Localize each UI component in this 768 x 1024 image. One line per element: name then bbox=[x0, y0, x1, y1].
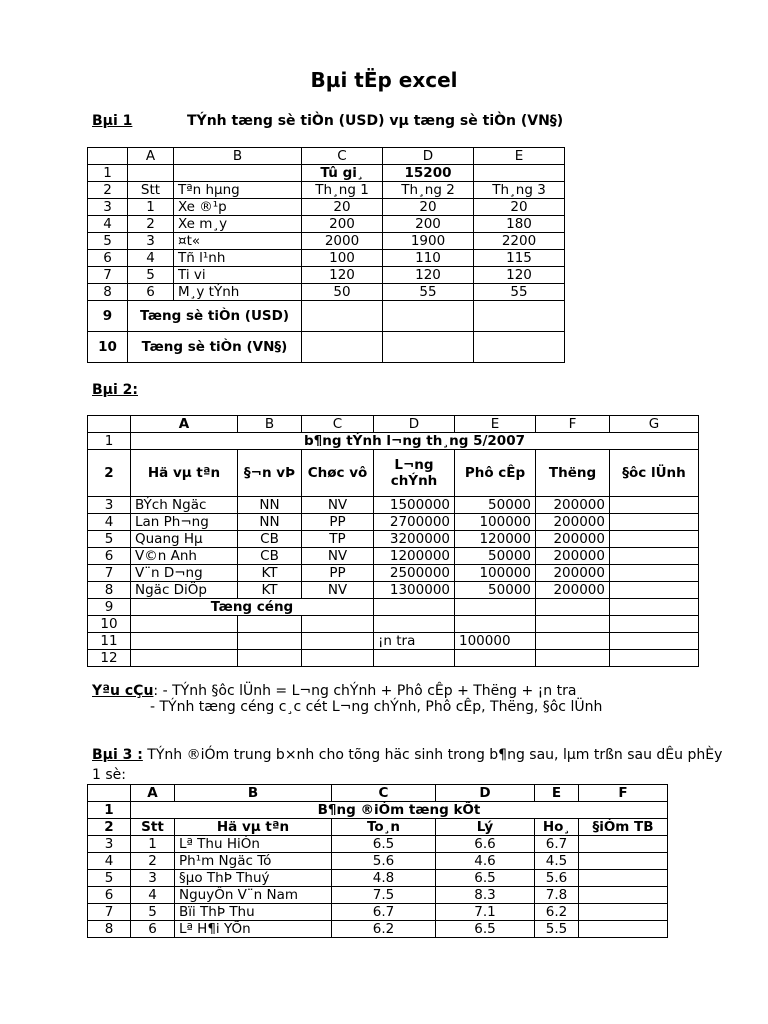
field-header: Lý bbox=[436, 819, 535, 836]
table-row bbox=[88, 250, 565, 267]
table-cell: 180 bbox=[474, 216, 565, 233]
requirement-label: Yªu cÇu bbox=[92, 683, 154, 699]
table-cell bbox=[536, 599, 610, 616]
table-cell: 1500000 bbox=[374, 497, 455, 514]
table-cell: NN bbox=[238, 497, 302, 514]
exercise-2-table bbox=[87, 415, 699, 667]
requirement-line-2: - TÝnh tæng céng c¸c cét L¬ng chÝnh, Phô cÊp, Thëng, §ôc lÜnh bbox=[150, 699, 603, 715]
table-row bbox=[88, 284, 565, 301]
table-cell bbox=[302, 616, 374, 633]
table-cell: Ph¹m Ngäc Tó bbox=[175, 853, 332, 870]
table-cell: NV bbox=[302, 582, 374, 599]
table-cell: 6.5 bbox=[436, 870, 535, 887]
table-cell: 1300000 bbox=[374, 582, 455, 599]
table-cell bbox=[302, 650, 374, 667]
document-title: Bµi tËp excel bbox=[310, 68, 458, 92]
exercise-3-label: Bµi 3 : bbox=[92, 747, 143, 763]
table-cell: Tªn hµng bbox=[174, 182, 302, 199]
row-number: 9 bbox=[88, 599, 131, 616]
table-title-row bbox=[88, 433, 699, 450]
table-cell: KT bbox=[238, 565, 302, 582]
row-number: 5 bbox=[88, 531, 131, 548]
table-cell: CB bbox=[238, 548, 302, 565]
table-cell bbox=[302, 301, 383, 332]
table-row bbox=[88, 633, 699, 650]
row-number: 9 bbox=[88, 301, 128, 332]
table-cell: 55 bbox=[383, 284, 474, 301]
table-cell: 15200 bbox=[383, 165, 474, 182]
table-cell: 4.8 bbox=[332, 870, 436, 887]
table-cell: 2 bbox=[128, 216, 174, 233]
table-cell bbox=[131, 633, 238, 650]
table-cell: Stt bbox=[128, 182, 174, 199]
table-row bbox=[88, 565, 699, 582]
table-cell: 50000 bbox=[455, 582, 536, 599]
table-cell bbox=[579, 904, 668, 921]
row-number: 11 bbox=[88, 633, 131, 650]
table-cell: 2500000 bbox=[374, 565, 455, 582]
field-header-row bbox=[88, 819, 668, 836]
row-number: 7 bbox=[88, 904, 131, 921]
column-header: A bbox=[128, 148, 174, 165]
table-cell: 100000 bbox=[455, 514, 536, 531]
row-number: 2 bbox=[88, 450, 131, 497]
table-cell: 7.5 bbox=[332, 887, 436, 904]
table-cell: ¤t« bbox=[174, 233, 302, 250]
table-cell: PP bbox=[302, 565, 374, 582]
table-cell: 120000 bbox=[455, 531, 536, 548]
table-cell: Ngäc DiÖp bbox=[131, 582, 238, 599]
column-header bbox=[88, 416, 131, 433]
column-header bbox=[88, 785, 131, 802]
field-header: §¬n vÞ bbox=[238, 450, 302, 497]
column-header: G bbox=[610, 416, 699, 433]
table-cell bbox=[610, 548, 699, 565]
field-header: §ôc lÜnh bbox=[610, 450, 699, 497]
table-cell bbox=[131, 616, 238, 633]
row-number: 7 bbox=[88, 267, 128, 284]
row-number: 10 bbox=[88, 616, 131, 633]
table-cell: 200 bbox=[302, 216, 383, 233]
table-cell: V¨n D¬ng bbox=[131, 565, 238, 582]
total-label: Tæng sè tiÒn (VN§) bbox=[128, 332, 302, 363]
table-cell: 3 bbox=[128, 233, 174, 250]
exercise-3-text: TÝnh ®iÓm trung b×nh cho tõng häc sinh trong b¶ng sau, lµm trßn sau dÊu phÈy 1 sè: bbox=[92, 747, 723, 783]
row-number: 6 bbox=[88, 887, 131, 904]
table-cell: 7.8 bbox=[535, 887, 579, 904]
row-number: 2 bbox=[88, 819, 131, 836]
row-number: 5 bbox=[88, 870, 131, 887]
table-cell: M¸y tÝnh bbox=[174, 284, 302, 301]
table-cell: 50000 bbox=[455, 548, 536, 565]
column-header: C bbox=[332, 785, 436, 802]
table-cell: 8.3 bbox=[436, 887, 535, 904]
table-cell bbox=[238, 616, 302, 633]
table-cell: 50 bbox=[302, 284, 383, 301]
table-row bbox=[88, 531, 699, 548]
table-cell: 6.7 bbox=[332, 904, 436, 921]
table-cell bbox=[174, 165, 302, 182]
table-title: B¶ng ®iÓm tæng kÕt bbox=[131, 802, 668, 819]
table-cell bbox=[455, 599, 536, 616]
total-label: Tæng céng bbox=[131, 599, 374, 616]
table-row bbox=[88, 870, 668, 887]
table-cell: 120 bbox=[474, 267, 565, 284]
table-cell bbox=[374, 650, 455, 667]
table-cell bbox=[455, 616, 536, 633]
column-header: D bbox=[374, 416, 455, 433]
table-cell: 100 bbox=[302, 250, 383, 267]
exercise-1-table bbox=[87, 147, 565, 363]
table-cell: 120 bbox=[302, 267, 383, 284]
table-cell: 1200000 bbox=[374, 548, 455, 565]
table-cell bbox=[610, 616, 699, 633]
field-header: Thëng bbox=[536, 450, 610, 497]
table-cell: 200000 bbox=[536, 514, 610, 531]
table-cell bbox=[610, 514, 699, 531]
table-cell: Th¸ng 3 bbox=[474, 182, 565, 199]
table-cell bbox=[238, 650, 302, 667]
column-header: A bbox=[131, 785, 175, 802]
table-cell: NN bbox=[238, 514, 302, 531]
row-number: 4 bbox=[88, 514, 131, 531]
row-number: 8 bbox=[88, 582, 131, 599]
table-cell: 1 bbox=[128, 199, 174, 216]
table-row bbox=[88, 548, 699, 565]
table-cell: 4.5 bbox=[535, 853, 579, 870]
table-cell: NV bbox=[302, 497, 374, 514]
table-cell: NguyÔn V¨n Nam bbox=[175, 887, 332, 904]
table-cell: Xe ®¹p bbox=[174, 199, 302, 216]
column-header: E bbox=[455, 416, 536, 433]
table-cell: Tñ l¹nh bbox=[174, 250, 302, 267]
row-number: 7 bbox=[88, 565, 131, 582]
table-row bbox=[88, 921, 668, 938]
field-header: Hä vµ tªn bbox=[175, 819, 332, 836]
table-cell: 200 bbox=[383, 216, 474, 233]
table-cell: 6.5 bbox=[332, 836, 436, 853]
table-cell bbox=[302, 332, 383, 363]
table-cell: 3 bbox=[131, 870, 175, 887]
table-row bbox=[88, 616, 699, 633]
column-header: D bbox=[436, 785, 535, 802]
table-cell: 6 bbox=[131, 921, 175, 938]
table-cell bbox=[302, 633, 374, 650]
row-number: 1 bbox=[88, 165, 128, 182]
table-cell bbox=[610, 531, 699, 548]
column-header: F bbox=[536, 416, 610, 433]
table-cell: 4 bbox=[128, 250, 174, 267]
table-cell: KT bbox=[238, 582, 302, 599]
table-cell: Th¸ng 2 bbox=[383, 182, 474, 199]
table-cell: 200000 bbox=[536, 497, 610, 514]
table-cell: Tû gi¸ bbox=[302, 165, 383, 182]
table-row bbox=[88, 853, 668, 870]
table-cell: 20 bbox=[302, 199, 383, 216]
column-header: B bbox=[175, 785, 332, 802]
total-row bbox=[88, 332, 565, 363]
column-header: B bbox=[238, 416, 302, 433]
table-row bbox=[88, 165, 565, 182]
table-cell: 200000 bbox=[536, 565, 610, 582]
column-header: B bbox=[174, 148, 302, 165]
exercise-1-text: TÝnh tæng sè tiÒn (USD) vµ tæng sè tiÒn (VN§) bbox=[187, 113, 564, 129]
table-row bbox=[88, 267, 565, 284]
table-cell bbox=[128, 165, 174, 182]
total-label: Tæng sè tiÒn (USD) bbox=[128, 301, 302, 332]
table-cell: 200000 bbox=[536, 548, 610, 565]
row-number: 3 bbox=[88, 199, 128, 216]
table-cell bbox=[579, 836, 668, 853]
table-row bbox=[88, 836, 668, 853]
table-cell: 6.5 bbox=[436, 921, 535, 938]
table-row bbox=[88, 199, 565, 216]
table-cell bbox=[474, 332, 565, 363]
table-cell: 4 bbox=[131, 887, 175, 904]
table-cell bbox=[579, 870, 668, 887]
table-cell bbox=[238, 633, 302, 650]
table-cell bbox=[536, 650, 610, 667]
table-row bbox=[88, 582, 699, 599]
table-cell: 5.6 bbox=[535, 870, 579, 887]
table-cell: 4.6 bbox=[436, 853, 535, 870]
table-cell: 1 bbox=[131, 836, 175, 853]
column-header-row bbox=[88, 416, 699, 433]
table-cell: 5 bbox=[131, 904, 175, 921]
table-cell bbox=[579, 853, 668, 870]
table-cell: 5 bbox=[128, 267, 174, 284]
column-header bbox=[88, 148, 128, 165]
table-row bbox=[88, 650, 699, 667]
table-cell: 3200000 bbox=[374, 531, 455, 548]
exercise-3-heading bbox=[92, 745, 732, 785]
table-cell bbox=[579, 887, 668, 904]
column-header: E bbox=[535, 785, 579, 802]
table-cell bbox=[610, 650, 699, 667]
table-cell bbox=[536, 633, 610, 650]
table-cell: 200000 bbox=[536, 531, 610, 548]
row-number: 1 bbox=[88, 433, 131, 450]
requirement-line-1 bbox=[92, 683, 576, 699]
table-cell bbox=[610, 633, 699, 650]
column-header: D bbox=[383, 148, 474, 165]
field-header: L¬ng chÝnh bbox=[374, 450, 455, 497]
table-cell: PP bbox=[302, 514, 374, 531]
field-header: Phô cÊp bbox=[455, 450, 536, 497]
table-cell: Lª H¶i YÕn bbox=[175, 921, 332, 938]
table-row bbox=[88, 497, 699, 514]
table-cell bbox=[474, 301, 565, 332]
table-cell bbox=[374, 599, 455, 616]
exercise-1-heading bbox=[92, 113, 564, 129]
table-row bbox=[88, 514, 699, 531]
table-row bbox=[88, 182, 565, 199]
requirement-text-1: : - TÝnh §ôc lÜnh = L¬ng chÝnh + Phô cÊp + Thëng + ¡n tra bbox=[153, 683, 577, 699]
row-number: 8 bbox=[88, 284, 128, 301]
table-cell: §µo ThÞ Thuý bbox=[175, 870, 332, 887]
table-cell bbox=[610, 565, 699, 582]
column-header: F bbox=[579, 785, 668, 802]
row-number: 12 bbox=[88, 650, 131, 667]
table-cell: 6.7 bbox=[535, 836, 579, 853]
lunch-value: 100000 bbox=[455, 633, 536, 650]
table-row bbox=[88, 887, 668, 904]
field-header: §iÓm TB bbox=[579, 819, 668, 836]
row-number: 8 bbox=[88, 921, 131, 938]
table-cell: 6.6 bbox=[436, 836, 535, 853]
table-cell: 55 bbox=[474, 284, 565, 301]
exercise-1-label: Bµi 1 bbox=[92, 113, 133, 129]
table-cell: Bïi ThÞ Thu bbox=[175, 904, 332, 921]
table-cell: 50000 bbox=[455, 497, 536, 514]
row-number: 4 bbox=[88, 216, 128, 233]
column-header-row bbox=[88, 148, 565, 165]
column-header: C bbox=[302, 148, 383, 165]
table-title-row bbox=[88, 802, 668, 819]
table-cell: 20 bbox=[474, 199, 565, 216]
table-cell: Ti vi bbox=[174, 267, 302, 284]
table-cell: V©n Anh bbox=[131, 548, 238, 565]
exercise-2-label: Bµi 2: bbox=[92, 382, 138, 398]
row-number: 6 bbox=[88, 548, 131, 565]
table-cell: BÝch Ngäc bbox=[131, 497, 238, 514]
table-cell bbox=[474, 165, 565, 182]
field-header: To¸n bbox=[332, 819, 436, 836]
table-cell: 5.6 bbox=[332, 853, 436, 870]
table-cell: TP bbox=[302, 531, 374, 548]
row-number: 10 bbox=[88, 332, 128, 363]
column-header: A bbox=[131, 416, 238, 433]
field-header-row bbox=[88, 450, 699, 497]
table-cell bbox=[610, 582, 699, 599]
table-cell: 115 bbox=[474, 250, 565, 267]
table-cell: Lan Ph¬ng bbox=[131, 514, 238, 531]
table-cell: 2000 bbox=[302, 233, 383, 250]
row-number: 5 bbox=[88, 233, 128, 250]
table-cell: 2200 bbox=[474, 233, 565, 250]
table-cell: 110 bbox=[383, 250, 474, 267]
table-cell bbox=[610, 497, 699, 514]
total-row bbox=[88, 599, 699, 616]
table-cell: 6.2 bbox=[332, 921, 436, 938]
table-cell: 5.5 bbox=[535, 921, 579, 938]
row-number: 3 bbox=[88, 497, 131, 514]
table-cell: Lª Thu HiÒn bbox=[175, 836, 332, 853]
table-cell: NV bbox=[302, 548, 374, 565]
row-number: 3 bbox=[88, 836, 131, 853]
table-title: b¶ng tÝnh l¬ng th¸ng 5/2007 bbox=[131, 433, 699, 450]
table-cell: Th¸ng 1 bbox=[302, 182, 383, 199]
lunch-label: ¡n tra bbox=[374, 633, 455, 650]
table-cell bbox=[610, 599, 699, 616]
table-cell: Quang Hµ bbox=[131, 531, 238, 548]
table-row bbox=[88, 904, 668, 921]
field-header: Hä vµ tªn bbox=[131, 450, 238, 497]
field-header: Stt bbox=[131, 819, 175, 836]
table-cell: 2 bbox=[131, 853, 175, 870]
row-number: 6 bbox=[88, 250, 128, 267]
table-cell: CB bbox=[238, 531, 302, 548]
table-cell bbox=[455, 650, 536, 667]
table-cell bbox=[579, 921, 668, 938]
table-row bbox=[88, 233, 565, 250]
table-cell: 1900 bbox=[383, 233, 474, 250]
column-header: E bbox=[474, 148, 565, 165]
field-header: Chøc vô bbox=[302, 450, 374, 497]
field-header: Ho¸ bbox=[535, 819, 579, 836]
table-cell: 7.1 bbox=[436, 904, 535, 921]
table-cell bbox=[131, 650, 238, 667]
table-cell: 20 bbox=[383, 199, 474, 216]
column-header: C bbox=[302, 416, 374, 433]
table-cell: 120 bbox=[383, 267, 474, 284]
table-cell: 6 bbox=[128, 284, 174, 301]
exercise-3-table bbox=[87, 784, 668, 938]
column-header-row bbox=[88, 785, 668, 802]
table-cell bbox=[536, 616, 610, 633]
table-row bbox=[88, 216, 565, 233]
row-number: 2 bbox=[88, 182, 128, 199]
table-cell bbox=[383, 301, 474, 332]
table-cell bbox=[383, 332, 474, 363]
total-row bbox=[88, 301, 565, 332]
table-cell: 6.2 bbox=[535, 904, 579, 921]
table-cell: 200000 bbox=[536, 582, 610, 599]
table-cell: 2700000 bbox=[374, 514, 455, 531]
row-number: 1 bbox=[88, 802, 131, 819]
table-cell: 100000 bbox=[455, 565, 536, 582]
table-cell: Xe m¸y bbox=[174, 216, 302, 233]
row-number: 4 bbox=[88, 853, 131, 870]
table-cell bbox=[374, 616, 455, 633]
